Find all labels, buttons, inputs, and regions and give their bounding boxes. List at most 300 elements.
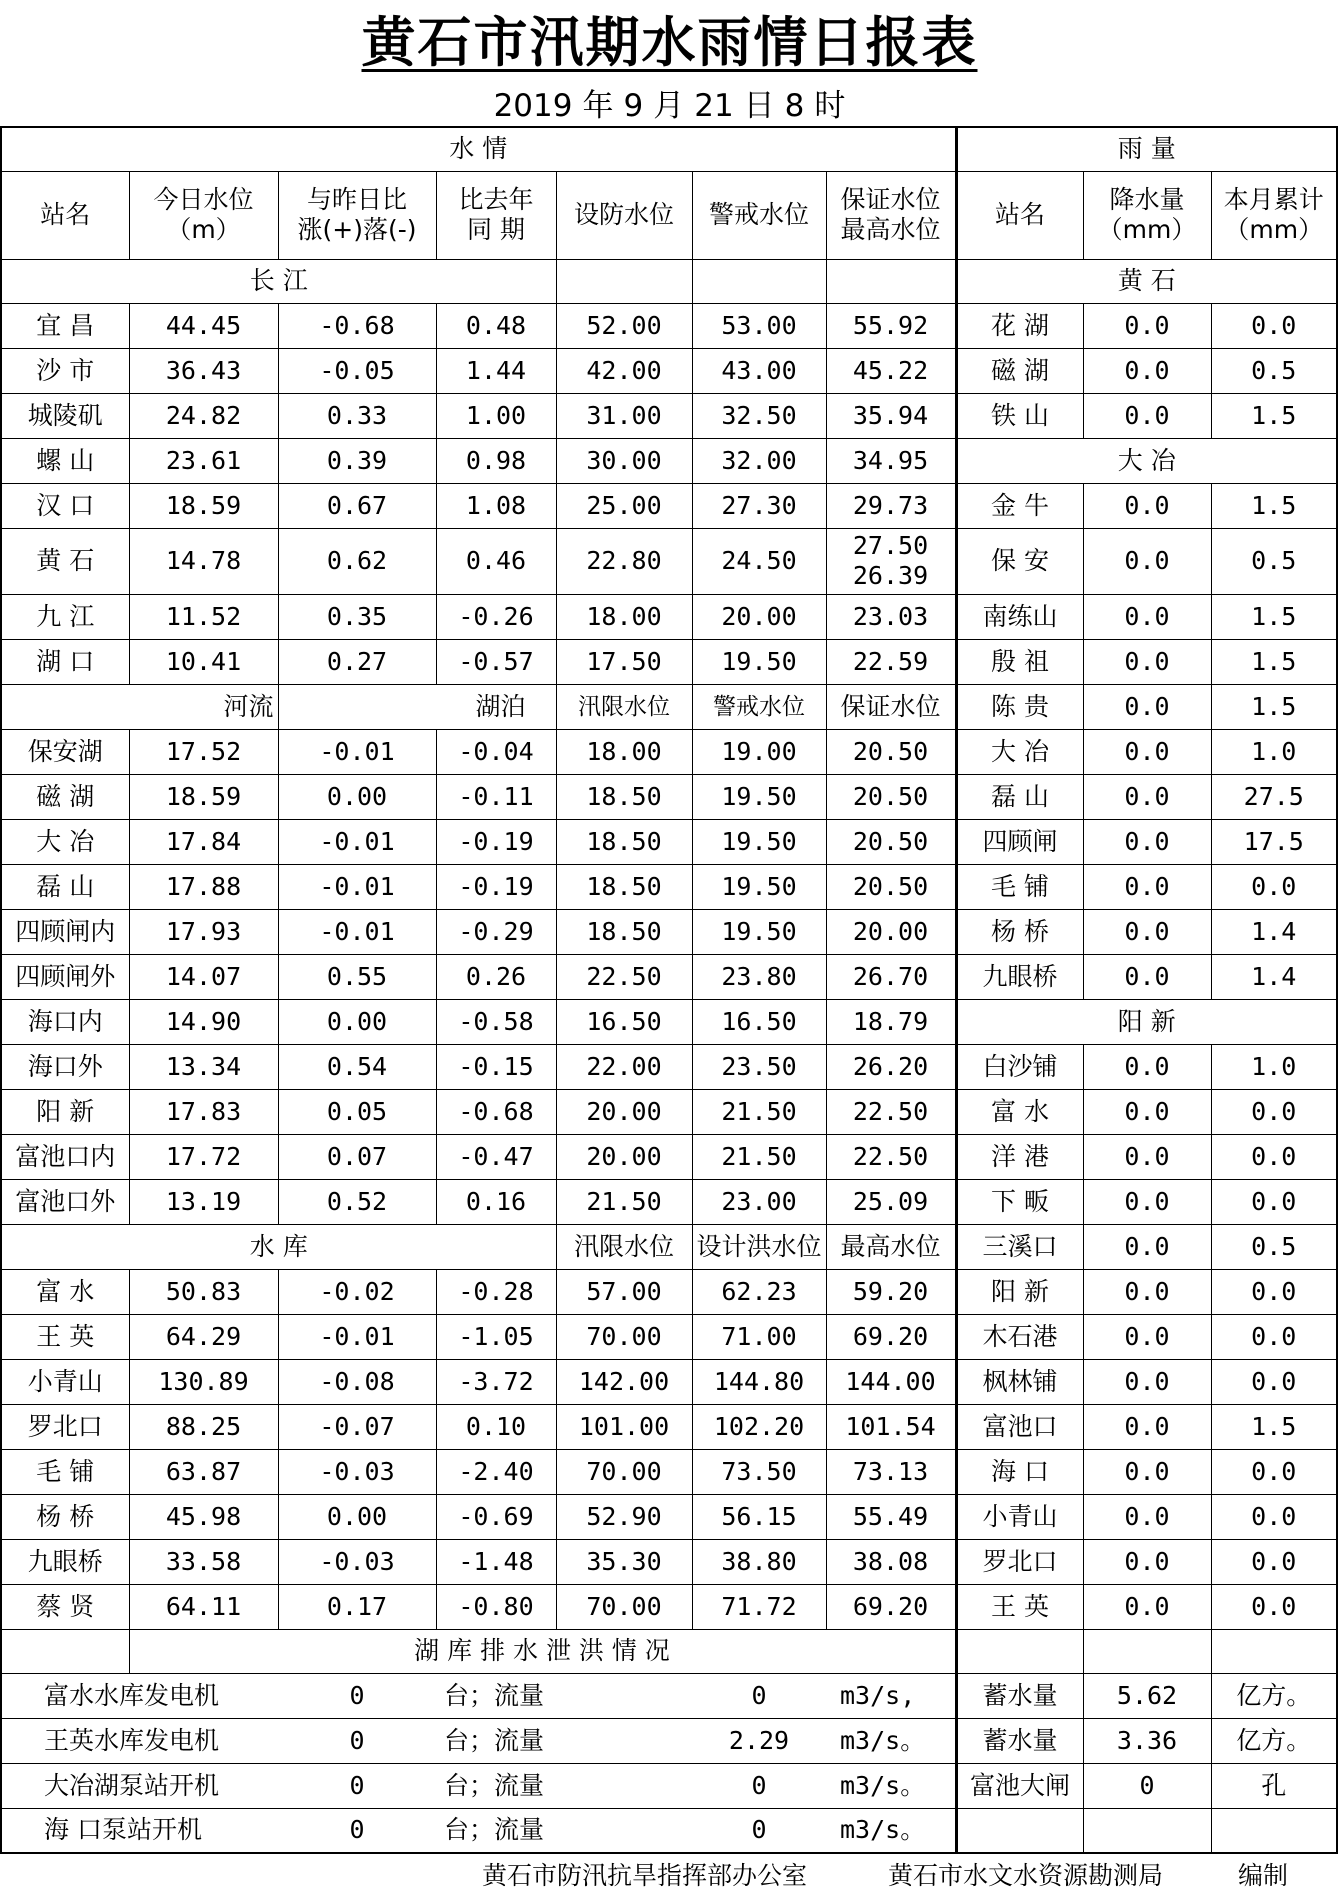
warning-level: 23.80 — [692, 954, 826, 999]
month-total: 0.0 — [1211, 1269, 1337, 1314]
water-section-header: 水 情 — [1, 127, 956, 171]
fortify-level: 35.30 — [556, 1539, 692, 1584]
change-vs-last-year: -0.57 — [436, 639, 556, 684]
table-row — [1, 1179, 1337, 1224]
col-month-total — [1211, 171, 1337, 259]
section-row-rivers — [1, 684, 1337, 729]
change-vs-yesterday: 0.55 — [278, 954, 436, 999]
col-guarantee-l1: 保证水位 — [840, 185, 941, 214]
change-vs-last-year: 1.00 — [436, 393, 556, 438]
change-vs-yesterday: 0.62 — [278, 528, 436, 594]
guarantee-level: 20.50 — [826, 864, 956, 909]
month-total: 27.5 — [1211, 774, 1337, 819]
warning-level: 16.50 — [692, 999, 826, 1044]
station-name: 海口内 — [1, 999, 129, 1044]
storage-label: 蓄水量 — [956, 1673, 1083, 1718]
drainage-machine-count: 0 — [278, 1763, 436, 1808]
rain-region-header: 阳 新 — [956, 999, 1337, 1044]
change-vs-last-year: 0.46 — [436, 528, 556, 594]
column-header-row — [1, 171, 1337, 259]
today-level: 36.43 — [129, 348, 278, 393]
fortify-level: 52.90 — [556, 1494, 692, 1539]
station-name: 蔡 贤 — [1, 1584, 129, 1629]
date-month-unit: 月 — [653, 88, 685, 124]
change-vs-yesterday: -0.68 — [278, 303, 436, 348]
change-vs-yesterday: -0.01 — [278, 729, 436, 774]
fortify-level: 31.00 — [556, 393, 692, 438]
table-row — [1, 393, 1337, 438]
drainage-flow: 2.29 — [692, 1718, 826, 1763]
month-total: 0.0 — [1211, 1179, 1337, 1224]
storage-value: 0 — [1083, 1763, 1211, 1808]
section-header-row — [1, 127, 1337, 171]
fortify-level: 22.50 — [556, 954, 692, 999]
guarantee-level: 34.95 — [826, 438, 956, 483]
guarantee-level: 26.70 — [826, 954, 956, 999]
col-guarantee-l2: 最高水位 — [840, 215, 941, 244]
table-row — [1, 528, 1337, 594]
rainfall: 0.0 — [1083, 303, 1211, 348]
station-name: 磊 山 — [1, 864, 129, 909]
month-total: 17.5 — [1211, 819, 1337, 864]
fortify-level: 101.00 — [556, 1404, 692, 1449]
empty-cell — [1211, 1629, 1337, 1673]
month-total: 0.0 — [1211, 1314, 1337, 1359]
table-row — [1, 864, 1337, 909]
change-vs-last-year: -0.19 — [436, 819, 556, 864]
col-rainfall — [1083, 171, 1211, 259]
station-name: 九眼桥 — [1, 1539, 129, 1584]
storage-label — [956, 1808, 1083, 1853]
today-level: 10.41 — [129, 639, 278, 684]
rainfall: 0.0 — [1083, 909, 1211, 954]
month-total: 0.0 — [1211, 1539, 1337, 1584]
month-total: 0.5 — [1211, 528, 1337, 594]
footer-compiled: 编制 — [1238, 1861, 1289, 1890]
storage-value: 5.62 — [1083, 1673, 1211, 1718]
rain-station-name: 白沙铺 — [956, 1044, 1083, 1089]
rain-section-header: 雨 量 — [956, 127, 1337, 171]
today-level: 11.52 — [129, 594, 278, 639]
footer-bureau: 黄石市水文水资源勘测局 — [888, 1861, 1164, 1890]
empty-cell — [956, 1629, 1083, 1673]
warning-level: 19.50 — [692, 864, 826, 909]
rainfall: 0.0 — [1083, 1179, 1211, 1224]
station-name: 富池口内 — [1, 1134, 129, 1179]
warning-level: 23.50 — [692, 1044, 826, 1089]
change-vs-last-year: 1.08 — [436, 483, 556, 528]
change-vs-last-year: -2.40 — [436, 1449, 556, 1494]
rain-station-name: 富池口 — [956, 1404, 1083, 1449]
empty-cell — [556, 259, 692, 303]
section-row-reservoir — [1, 1224, 1337, 1269]
warning-level: 19.50 — [692, 774, 826, 819]
fortify-level: 142.00 — [556, 1359, 692, 1404]
col-today-l2: （m） — [166, 215, 241, 244]
change-vs-last-year: 0.16 — [436, 1179, 556, 1224]
table-row — [1, 999, 1337, 1044]
storage-label: 蓄水量 — [956, 1718, 1083, 1763]
station-name: 宜 昌 — [1, 303, 129, 348]
month-total: 1.0 — [1211, 1044, 1337, 1089]
change-vs-last-year: -0.68 — [436, 1089, 556, 1134]
section-rivers-flood-limit: 汛限水位 — [556, 684, 692, 729]
guarantee-level: 26.20 — [826, 1044, 956, 1089]
warning-level: 38.80 — [692, 1539, 826, 1584]
change-vs-last-year: 0.26 — [436, 954, 556, 999]
col-rain-l2: （mm） — [1097, 215, 1197, 244]
rainfall: 0.0 — [1083, 393, 1211, 438]
table-row — [1, 483, 1337, 528]
rain-station-name: 木石港 — [956, 1314, 1083, 1359]
rain-station-name: 九眼桥 — [956, 954, 1083, 999]
drainage-item-name: 富水水库发电机 — [1, 1673, 278, 1718]
month-total: 0.5 — [1211, 1224, 1337, 1269]
storage-unit: 亿方。 — [1211, 1718, 1337, 1763]
report-title-text: 黄石市汛期水雨情日报表 — [361, 11, 978, 74]
drainage-flow-unit: m3/s, — [826, 1673, 956, 1718]
month-total: 0.5 — [1211, 348, 1337, 393]
today-level: 18.59 — [129, 483, 278, 528]
empty-cell — [556, 1763, 692, 1808]
guarantee-level: 20.50 — [826, 819, 956, 864]
guarantee-level: 69.20 — [826, 1314, 956, 1359]
station-name: 沙 市 — [1, 348, 129, 393]
change-vs-yesterday: 0.67 — [278, 483, 436, 528]
section-rivers-a: 河流 — [1, 684, 278, 729]
fortify-level: 18.50 — [556, 819, 692, 864]
drainage-machine-count: 0 — [278, 1808, 436, 1853]
change-vs-yesterday: 0.52 — [278, 1179, 436, 1224]
rain-station-name: 铁 山 — [956, 393, 1083, 438]
fortify-level: 18.50 — [556, 774, 692, 819]
max-level-value: 26.39 — [852, 561, 929, 590]
today-level: 64.29 — [129, 1314, 278, 1359]
station-name: 保安湖 — [1, 729, 129, 774]
warning-level: 62.23 — [692, 1269, 826, 1314]
table-row — [1, 909, 1337, 954]
change-vs-yesterday: -0.01 — [278, 864, 436, 909]
change-vs-yesterday: 0.35 — [278, 594, 436, 639]
today-level: 44.45 — [129, 303, 278, 348]
month-total: 0.0 — [1211, 1134, 1337, 1179]
station-name: 汉 口 — [1, 483, 129, 528]
rainfall: 0.0 — [1083, 1404, 1211, 1449]
table-row — [1, 1314, 1337, 1359]
today-level: 64.11 — [129, 1584, 278, 1629]
section-reservoir-max: 最高水位 — [826, 1224, 956, 1269]
month-total: 1.5 — [1211, 594, 1337, 639]
rain-station-name: 大 冶 — [956, 729, 1083, 774]
drainage-title-row — [1, 1629, 1337, 1673]
month-total: 1.5 — [1211, 1404, 1337, 1449]
change-vs-last-year: 0.10 — [436, 1404, 556, 1449]
empty-cell — [556, 1673, 692, 1718]
station-name: 富池口外 — [1, 1179, 129, 1224]
station-name: 毛 铺 — [1, 1449, 129, 1494]
today-level: 14.90 — [129, 999, 278, 1044]
fortify-level: 57.00 — [556, 1269, 692, 1314]
warning-level: 20.00 — [692, 594, 826, 639]
change-vs-yesterday: 0.39 — [278, 438, 436, 483]
empty-cell — [1083, 1629, 1211, 1673]
drainage-flow-unit: m3/s。 — [826, 1718, 956, 1763]
station-name: 海口外 — [1, 1044, 129, 1089]
drainage-item-name: 王英水库发电机 — [1, 1718, 278, 1763]
fortify-level: 25.00 — [556, 483, 692, 528]
change-vs-last-year: -0.26 — [436, 594, 556, 639]
report-date — [0, 86, 1339, 126]
drainage-flow-unit: m3/s。 — [826, 1763, 956, 1808]
warning-level: 19.50 — [692, 909, 826, 954]
rain-station-name: 磁 湖 — [956, 348, 1083, 393]
station-name: 罗北口 — [1, 1404, 129, 1449]
today-level: 23.61 — [129, 438, 278, 483]
rain-station-name: 海 口 — [956, 1449, 1083, 1494]
station-name: 四顾闸外 — [1, 954, 129, 999]
drainage-unit-label: 台；流量 — [436, 1808, 556, 1853]
table-row — [1, 954, 1337, 999]
date-day-unit: 日 — [743, 88, 775, 124]
month-total: 1.5 — [1211, 684, 1337, 729]
change-vs-last-year: -1.48 — [436, 1539, 556, 1584]
fortify-level: 42.00 — [556, 348, 692, 393]
change-vs-yesterday: -0.01 — [278, 909, 436, 954]
month-total: 1.5 — [1211, 393, 1337, 438]
today-level: 17.52 — [129, 729, 278, 774]
change-vs-last-year: -3.72 — [436, 1359, 556, 1404]
drainage-row — [1, 1673, 1337, 1718]
month-total: 1.4 — [1211, 909, 1337, 954]
table-row — [1, 1134, 1337, 1179]
rain-station-name: 三溪口 — [956, 1224, 1083, 1269]
rainfall: 0.0 — [1083, 1314, 1211, 1359]
table-row — [1, 1089, 1337, 1134]
col-rain-l1: 降水量 — [1109, 185, 1185, 214]
station-name: 四顾闸内 — [1, 909, 129, 954]
guarantee-level: 23.03 — [826, 594, 956, 639]
table-row — [1, 729, 1337, 774]
warning-level: 71.00 — [692, 1314, 826, 1359]
station-name: 湖 口 — [1, 639, 129, 684]
table-row — [1, 1044, 1337, 1089]
today-level: 17.93 — [129, 909, 278, 954]
footer-office: 黄石市防汛抗旱指挥部办公室 — [482, 1861, 808, 1890]
today-level: 14.78 — [129, 528, 278, 594]
rain-station-name: 下 畈 — [956, 1179, 1083, 1224]
report-table — [0, 126, 1338, 1854]
rainfall: 0.0 — [1083, 864, 1211, 909]
change-vs-last-year: -0.04 — [436, 729, 556, 774]
section-rivers-b: 湖泊 — [278, 684, 556, 729]
rainfall: 0.0 — [1083, 1494, 1211, 1539]
rainfall: 0.0 — [1083, 639, 1211, 684]
change-vs-yesterday: -0.08 — [278, 1359, 436, 1404]
drainage-item-name: 海 口泵站开机 — [1, 1808, 278, 1853]
rain-region-header: 黄 石 — [956, 259, 1337, 303]
rainfall: 0.0 — [1083, 954, 1211, 999]
drainage-machine-count: 0 — [278, 1673, 436, 1718]
col-today-level — [129, 171, 278, 259]
col-vs-lastyear-l1: 比去年 — [458, 185, 534, 214]
guarantee-level: 101.54 — [826, 1404, 956, 1449]
storage-unit — [1211, 1808, 1337, 1853]
warning-level: 23.00 — [692, 1179, 826, 1224]
drainage-row — [1, 1718, 1337, 1763]
storage-value: 3.36 — [1083, 1718, 1211, 1763]
guarantee-level: 25.09 — [826, 1179, 956, 1224]
month-total: 0.0 — [1211, 1089, 1337, 1134]
date-day: 21 — [694, 88, 734, 124]
rain-station-name: 南练山 — [956, 594, 1083, 639]
change-vs-yesterday: 0.00 — [278, 1494, 436, 1539]
rain-station-name: 毛 铺 — [956, 864, 1083, 909]
date-month: 9 — [623, 88, 644, 124]
table-row — [1, 639, 1337, 684]
warning-level: 73.50 — [692, 1449, 826, 1494]
col-guarantee-level — [826, 171, 956, 259]
rain-station-name: 阳 新 — [956, 1269, 1083, 1314]
today-level: 63.87 — [129, 1449, 278, 1494]
rainfall: 0.0 — [1083, 1224, 1211, 1269]
guarantee-level: 18.79 — [826, 999, 956, 1044]
warning-level: 71.72 — [692, 1584, 826, 1629]
today-level: 17.83 — [129, 1089, 278, 1134]
rain-station-name: 枫林铺 — [956, 1359, 1083, 1404]
rainfall: 0.0 — [1083, 1089, 1211, 1134]
station-name: 阳 新 — [1, 1089, 129, 1134]
section-reservoir-design: 设计洪水位 — [692, 1224, 826, 1269]
warning-level: 102.20 — [692, 1404, 826, 1449]
station-name: 城陵矶 — [1, 393, 129, 438]
rain-station-name: 殷 祖 — [956, 639, 1083, 684]
report-footer — [0, 1858, 1339, 1894]
change-vs-last-year: -0.47 — [436, 1134, 556, 1179]
rain-station-name: 金 牛 — [956, 483, 1083, 528]
rain-station-name: 洋 港 — [956, 1134, 1083, 1179]
rain-station-name: 杨 桥 — [956, 909, 1083, 954]
warning-level: 19.50 — [692, 639, 826, 684]
table-row — [1, 1359, 1337, 1404]
today-level: 18.59 — [129, 774, 278, 819]
col-warning-level: 警戒水位 — [692, 171, 826, 259]
today-level: 13.34 — [129, 1044, 278, 1089]
change-vs-last-year: 0.48 — [436, 303, 556, 348]
guarantee-level: 20.50 — [826, 729, 956, 774]
rain-station-name: 陈 贵 — [956, 684, 1083, 729]
month-total: 1.5 — [1211, 483, 1337, 528]
rainfall: 0.0 — [1083, 1359, 1211, 1404]
table-row — [1, 819, 1337, 864]
section-yangtze: 长 江 — [1, 259, 556, 303]
fortify-level: 17.50 — [556, 639, 692, 684]
rain-station-name: 王 英 — [956, 1584, 1083, 1629]
change-vs-last-year: 1.44 — [436, 348, 556, 393]
drainage-row — [1, 1763, 1337, 1808]
rain-station-name: 保 安 — [956, 528, 1083, 594]
fortify-level: 16.50 — [556, 999, 692, 1044]
warning-level: 21.50 — [692, 1134, 826, 1179]
change-vs-yesterday: 0.33 — [278, 393, 436, 438]
station-name: 螺 山 — [1, 438, 129, 483]
date-hour: 8 — [784, 88, 805, 124]
table-row — [1, 1584, 1337, 1629]
guarantee-level: 144.00 — [826, 1359, 956, 1404]
warning-level: 56.15 — [692, 1494, 826, 1539]
section-row-yangtze — [1, 259, 1337, 303]
report-title — [0, 8, 1339, 78]
rainfall: 0.0 — [1083, 1134, 1211, 1179]
fortify-level: 70.00 — [556, 1449, 692, 1494]
col-today-l1: 今日水位 — [153, 185, 254, 214]
guarantee-level: 55.92 — [826, 303, 956, 348]
change-vs-yesterday: -0.01 — [278, 819, 436, 864]
change-vs-yesterday: 0.54 — [278, 1044, 436, 1089]
col-rain-station: 站名 — [956, 171, 1083, 259]
change-vs-yesterday: 0.00 — [278, 774, 436, 819]
guarantee-level: 73.13 — [826, 1449, 956, 1494]
guarantee-level: 22.59 — [826, 639, 956, 684]
table-row — [1, 303, 1337, 348]
rainfall: 0.0 — [1083, 819, 1211, 864]
warning-level: 19.50 — [692, 819, 826, 864]
empty-cell — [556, 1808, 692, 1853]
rainfall: 0.0 — [1083, 1269, 1211, 1314]
col-fortify-level: 设防水位 — [556, 171, 692, 259]
rainfall: 0.0 — [1083, 729, 1211, 774]
change-vs-yesterday: -0.03 — [278, 1539, 436, 1584]
guarantee-level — [826, 528, 956, 594]
rain-station-name: 磊 山 — [956, 774, 1083, 819]
station-name: 大 冶 — [1, 819, 129, 864]
change-vs-last-year: -0.69 — [436, 1494, 556, 1539]
station-name: 黄 石 — [1, 528, 129, 594]
table-row — [1, 1539, 1337, 1584]
change-vs-last-year: 0.98 — [436, 438, 556, 483]
guarantee-level: 22.50 — [826, 1089, 956, 1134]
today-level: 17.88 — [129, 864, 278, 909]
col-vs-yday-l1: 与昨日比 — [306, 185, 407, 214]
fortify-level: 18.50 — [556, 909, 692, 954]
rain-station-name: 富 水 — [956, 1089, 1083, 1134]
month-total: 1.5 — [1211, 639, 1337, 684]
drainage-machine-count: 0 — [278, 1718, 436, 1763]
fortify-level: 52.00 — [556, 303, 692, 348]
month-total: 0.0 — [1211, 1494, 1337, 1539]
table-row — [1, 438, 1337, 483]
station-name: 富 水 — [1, 1269, 129, 1314]
fortify-level: 70.00 — [556, 1314, 692, 1359]
date-year-unit: 年 — [582, 88, 614, 124]
fortify-level: 70.00 — [556, 1584, 692, 1629]
drainage-flow: 0 — [692, 1673, 826, 1718]
month-total: 0.0 — [1211, 1584, 1337, 1629]
guarantee-level: 69.20 — [826, 1584, 956, 1629]
fortify-level: 18.00 — [556, 594, 692, 639]
change-vs-yesterday: -0.02 — [278, 1269, 436, 1314]
fortify-level: 22.80 — [556, 528, 692, 594]
change-vs-last-year: -0.28 — [436, 1269, 556, 1314]
col-vs-yday-l2: 涨(+)落(-) — [297, 215, 417, 244]
today-level: 17.84 — [129, 819, 278, 864]
storage-value — [1083, 1808, 1211, 1853]
drainage-title: 湖 库 排 水 泄 洪 情 况 — [129, 1629, 956, 1673]
rain-station-name: 花 湖 — [956, 303, 1083, 348]
guarantee-level: 55.49 — [826, 1494, 956, 1539]
today-level: 88.25 — [129, 1404, 278, 1449]
warning-level: 24.50 — [692, 528, 826, 594]
guarantee-level: 20.00 — [826, 909, 956, 954]
